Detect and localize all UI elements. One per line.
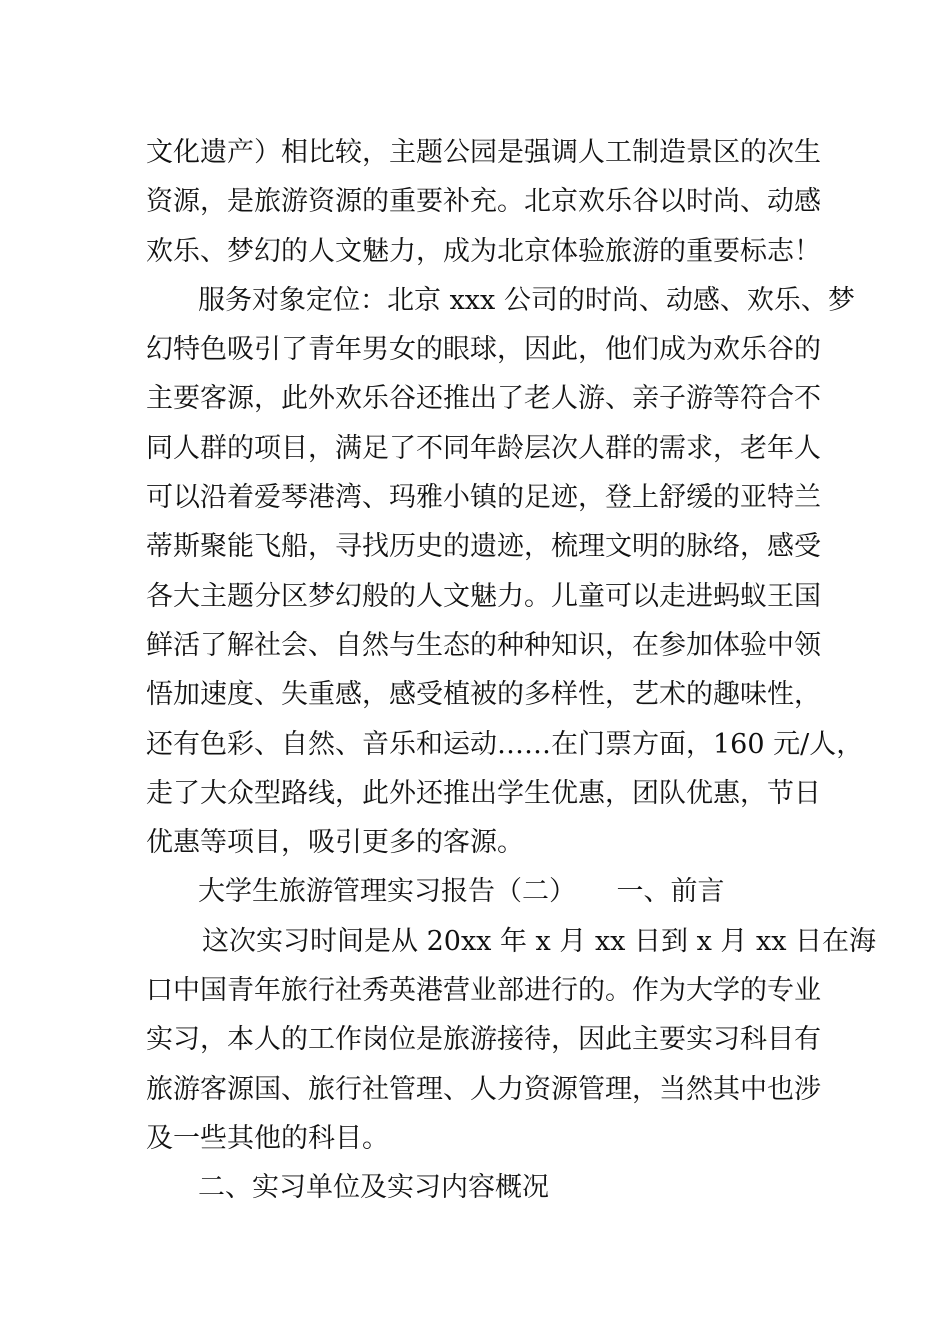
text-line: 资源，是旅游资源的重要补充。北京欢乐谷以时尚、动感 <box>146 186 821 218</box>
text-line: 各大主题分区梦幻般的人文魅力。儿童可以走进蚂蚁王国 <box>146 580 821 612</box>
text-line: 实习，本人的工作岗位是旅游接待，因此主要实习科目有 <box>146 1024 821 1056</box>
text-line: 优惠等项目，吸引更多的客源。 <box>146 827 524 859</box>
document-body <box>146 128 876 1213</box>
text-line: 悟加速度、失重感，感受植被的多样性，艺术的趣味性， <box>146 679 821 711</box>
text-line: 主要客源，此外欢乐谷还推出了老人游、亲子游等符合不 <box>146 383 821 415</box>
text-line: 旅游客源国、旅行社管理、人力资源管理，当然其中也涉 <box>146 1073 821 1105</box>
text-line: 欢乐、梦幻的人文魅力，成为北京体验旅游的重要标志！ <box>146 235 821 267</box>
text-line: 走了大众型路线，此外还推出学生优惠，团队优惠，节日 <box>146 777 821 809</box>
paragraph-start-line: 服务对象定位：北京 xxx 公司的时尚、动感、欢乐、梦 <box>198 284 855 316</box>
paragraph-start-line: 这次实习时间是从 20xx 年 x 月 xx 日到 x 月 xx 日在海 <box>202 925 876 957</box>
text-line: 蒂斯聚能飞船，寻找历史的遗迹，梳理文明的脉络，感受 <box>146 531 821 563</box>
text-line: 鲜活了解社会、自然与生态的种种知识，在参加体验中领 <box>146 629 821 661</box>
text-line: 幻特色吸引了青年男女的眼球，因此，他们成为欢乐谷的 <box>146 334 821 366</box>
text-line: 同人群的项目，满足了不同年龄层次人群的需求，老年人 <box>146 432 821 464</box>
section-title-line: 大学生旅游管理实习报告（二） 一、前言 <box>198 876 725 908</box>
text-line: 及一些其他的科目。 <box>146 1122 389 1154</box>
section-heading: 二、实习单位及实习内容概况 <box>198 1172 549 1204</box>
text-line: 口中国青年旅行社秀英港营业部进行的。作为大学的专业 <box>146 975 821 1007</box>
text-line: 文化遗产）相比较，主题公园是强调人工制造景区的次生 <box>146 137 821 168</box>
text-line: 还有色彩、自然、音乐和运动……在门票方面，160 元/人， <box>146 728 864 760</box>
text-line: 可以沿着爱琴港湾、玛雅小镇的足迹，登上舒缓的亚特兰 <box>146 482 821 514</box>
